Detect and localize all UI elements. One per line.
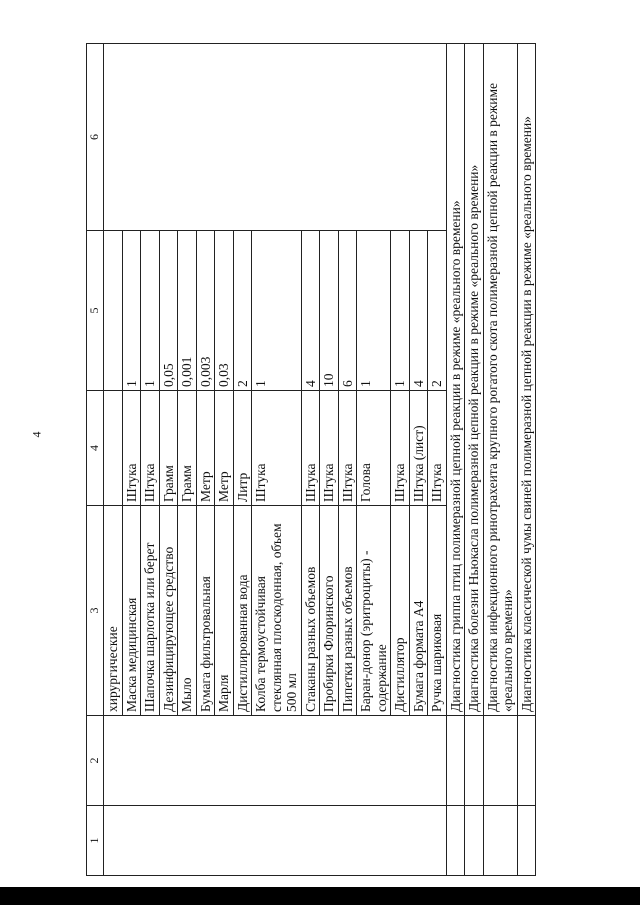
item-name-cell: Колба термоустойчивая стеклянная плоскодонная, объем 500 мл — [252, 506, 302, 716]
diagnostic-title: Диагностика классической чумы свиней полимеразной цепной реакции в режиме «реального времени» — [517, 44, 536, 716]
diagnostic-row — [465, 44, 484, 876]
header-col-1: 1 — [87, 806, 104, 876]
diagnostic-title: Диагностика гриппа птиц полимеразной цепной реакции в режиме «реального времени» — [446, 44, 465, 716]
item-name-cell: Пробирки Флоринского — [320, 506, 339, 716]
unit-cell: Грамм — [178, 391, 197, 506]
unit-cell: Штука (лист) — [409, 391, 428, 506]
unit-cell: Штука — [338, 391, 357, 506]
empty-cell — [517, 806, 536, 876]
item-name-cell: Дистиллятор — [391, 506, 410, 716]
diagnostic-title: Диагностика болезни Ньюкасла полимеразной цепной реакции в режиме «реального времени» — [465, 44, 484, 716]
empty-cell — [465, 716, 484, 806]
quantity-cell: 1 — [357, 231, 391, 391]
header-row — [87, 44, 104, 876]
quantity-cell: 0,003 — [196, 231, 215, 391]
unit-cell: Штука — [391, 391, 410, 506]
quantity-cell: 10 — [320, 231, 339, 391]
header-col-2: 2 — [87, 716, 104, 806]
unit-cell: Штука — [428, 391, 447, 506]
empty-cell — [104, 806, 447, 876]
empty-cell — [446, 806, 465, 876]
unit-cell: Метр — [196, 391, 215, 506]
item-name-cell: Мыло — [178, 506, 197, 716]
quantity-cell: 4 — [409, 231, 428, 391]
header-col-3: 3 — [87, 506, 104, 716]
materials-table — [86, 43, 536, 876]
quantity-cell: 2 — [233, 231, 252, 391]
quantity-cell: 6 — [338, 231, 357, 391]
empty-cell — [446, 716, 465, 806]
quantity-cell: 2 — [428, 231, 447, 391]
quantity-cell: 0,001 — [178, 231, 197, 391]
header-col-5: 5 — [87, 231, 104, 391]
item-name-cell: Маска медицинская — [122, 506, 141, 716]
quantity-cell: 1 — [252, 231, 302, 391]
empty-cell — [483, 716, 517, 806]
empty-cell — [465, 806, 484, 876]
item-name-cell: Стаканы разных объемов — [301, 506, 320, 716]
quantity-cell — [104, 231, 123, 391]
item-name-cell: Баран-донор (эритроциты) - содержание — [357, 506, 391, 716]
empty-cell — [104, 716, 447, 806]
unit-cell: Грамм — [159, 391, 178, 506]
item-name-cell: хирургические — [104, 506, 123, 716]
unit-cell: Штука — [141, 391, 160, 506]
header-col-6: 6 — [87, 44, 104, 231]
quantity-cell: 4 — [301, 231, 320, 391]
item-name-cell: Шапочка шарлотка или берет — [141, 506, 160, 716]
page-number: 4 — [29, 431, 44, 438]
item-name-cell: Дезинфицирующее средство — [159, 506, 178, 716]
diagnostic-row — [446, 44, 465, 876]
rotated-table-container — [86, 44, 622, 876]
unit-cell — [104, 391, 123, 506]
item-name-cell: Ручка шариковая — [428, 506, 447, 716]
diagnostic-row — [483, 44, 517, 876]
unit-cell: Литр — [233, 391, 252, 506]
diagnostic-title: Диагностика инфекционного ринотрахеита крупного рогатого скота полимеразной цепной реакции в режиме «реального времени» — [483, 44, 517, 716]
quantity-cell: 1 — [141, 231, 160, 391]
empty-cell — [483, 806, 517, 876]
table-row — [104, 44, 123, 876]
item-name-cell: Дистиллированная вода — [233, 506, 252, 716]
header-col-4: 4 — [87, 391, 104, 506]
empty-cell — [517, 716, 536, 806]
item-name-cell: Марля — [215, 506, 234, 716]
quantity-cell: 0,05 — [159, 231, 178, 391]
item-name-cell: Бумага фильтровальная — [196, 506, 215, 716]
scan-bottom-border — [0, 887, 640, 905]
unit-cell: Штука — [122, 391, 141, 506]
unit-cell: Штука — [301, 391, 320, 506]
quantity-cell: 0,03 — [215, 231, 234, 391]
unit-cell: Голова — [357, 391, 391, 506]
item-name-cell: Бумага формата А4 — [409, 506, 428, 716]
item-name-cell: Пипетки разных объемов — [338, 506, 357, 716]
diagnostic-row — [517, 44, 536, 876]
unit-cell: Штука — [320, 391, 339, 506]
quantity-cell: 1 — [122, 231, 141, 391]
quantity-cell: 1 — [391, 231, 410, 391]
unit-cell: Метр — [215, 391, 234, 506]
unit-cell: Штука — [252, 391, 302, 506]
empty-cell — [104, 44, 447, 231]
